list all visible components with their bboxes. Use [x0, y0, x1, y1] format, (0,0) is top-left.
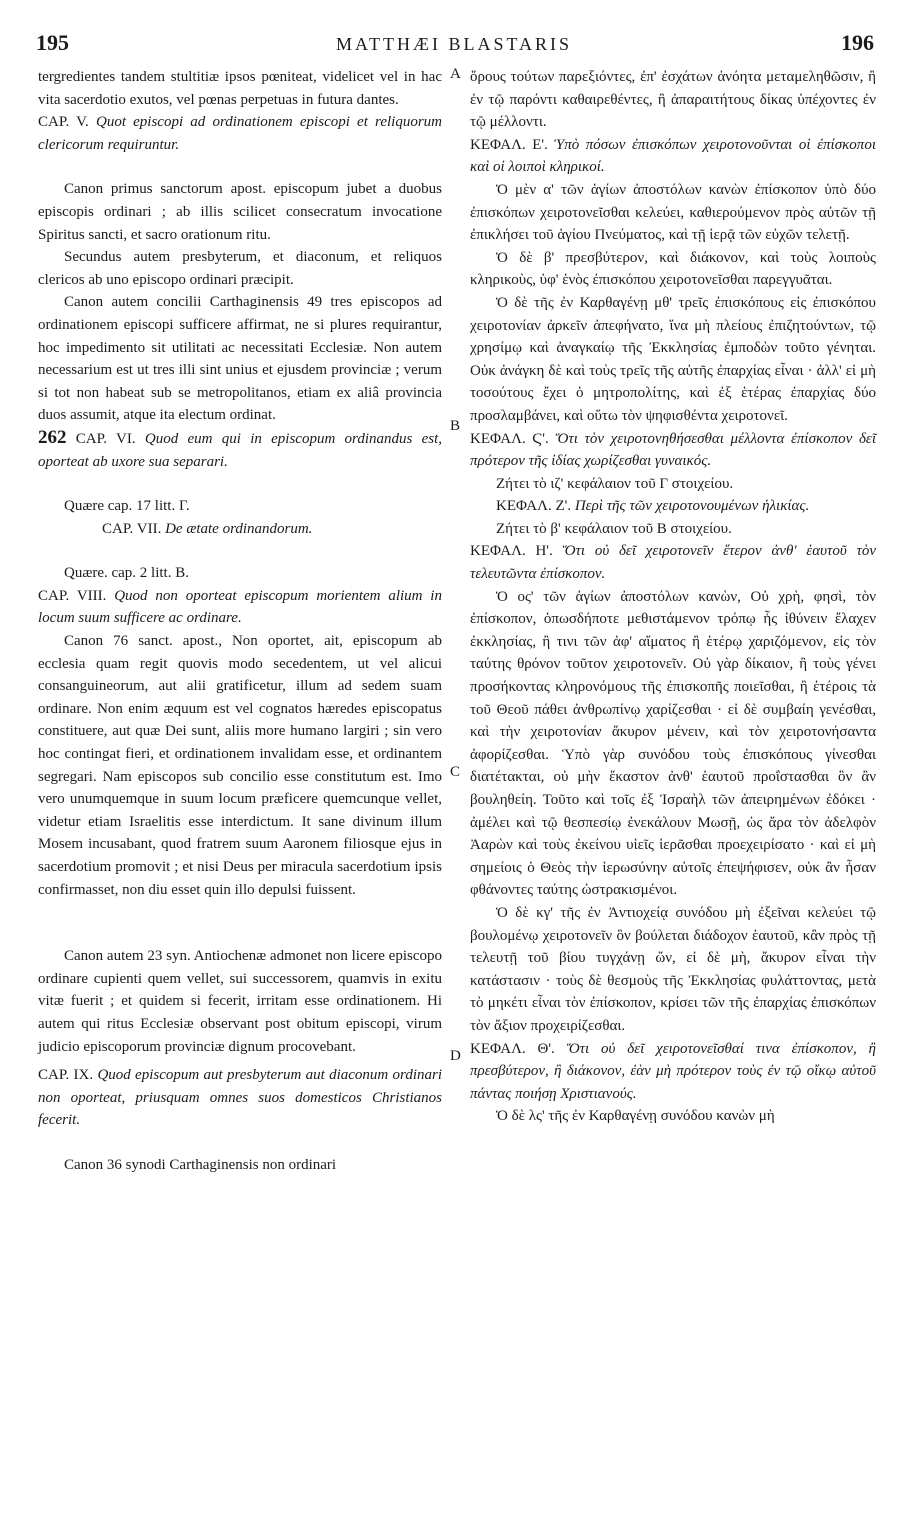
- chapter-title: Ὅτι τὸν χειροτονηθήσεσθαι μέλλοντα ἐπίσκοπον δεῖ πρότερον τῆς ἰδίας χωρίζεσθαι γυναικός.: [470, 430, 876, 470]
- greek-cap7-heading: [470, 495, 876, 518]
- running-title: MATTHÆI BLASTARIS: [335, 34, 573, 54]
- latin-cap9-heading: [38, 1064, 442, 1132]
- greek-cap8-p1: Ὁ ος' τῶν ἁγίων ἀποστόλων κανὼν, Οὐ χρὴ, φησὶ, τὸν ἐπίσκοπον, ὁπωσδήποτε μεθιστάμενον τρόπῳ ἧς ἰθύνειν ἔλαχεν ἐκκλησίας, ἢ τινι τῶν ἀφ' αἵματος ἢ ἑτέρῳ χαριζόμενον, εἰς τὸν ταύτης θρόνον τοῦτον χειροτονεῖν. Οὐ γὰρ δίκαιον, ἢ τοὺς γένει προσήκοντας κληρονόμους τῆς ἐπισκοπῆς ποιεῖσθαι, ἢ ἑτέροις τὰ τοῦ Θεοῦ πάθει ἀνθρωπίνῳ χαρίζεσθαι · εἰ δὲ συμβαίη γενέσθαι, καὶ τὴν χειροτονίαν ἄκυρον μένειν, καὶ τὸν χειροτονήσαντα ἀφορίζεσθαι. Ὑπὸ γὰρ συνόδου τοὺς ἐπισκόπους γίνεσθαι διατέτακται, οὐ μὴν ἕκαστον ἀνθ' ἑαυτοῦ προΐστασθαι ὃν ἂν βουληθείη. Τοῦτο καὶ τοῖς ἐξ Ἰσραὴλ τῶν ἀπειρημένων ἐδόκει · ἀμέλει καὶ τῷ θεσπεσίῳ ἐνεκάλουν Μωσῇ, ὡς ἄρα τὸν ἀδελφὸν Ἀαρὼν καὶ τοὺς ἐκείνου υἱεῖς ἱερᾶσθαι προεχειρίσατο · καὶ εἰ μὴ σημείοις ὁ Θεὸς τὴν ἱερωσύνην αὐτοῖς ἐπεψήφισεν, οὐκ ἂν ἦσαν φθάνοντες ταύτης ὠστρακισμένοι.: [470, 588, 876, 899]
- greek-cap6-ref: Ζήτει τὸ ιζ' κεφάλαιον τοῦ Γ στοιχείου.: [496, 475, 734, 492]
- latin-cap9-p1: Canon 36 synodi Carthaginensis non ordinari: [64, 1156, 337, 1173]
- running-header: [30, 30, 878, 60]
- chapter-title: Ὅτι οὐ δεῖ χειροτονεῖσθαί τινα ἐπίσκοπον, ἢ πρεσβύτερον, ἢ διάκονον, ἐὰν μὴ πρότερον τοὺς ἐν τῷ οἴκῳ αὐτοῦ πάντας ποιήσῃ Χριστιανούς.: [470, 1040, 876, 1102]
- latin-cap8-p2: Canon autem 23 syn. Antiochenæ admonet non licere episcopo ordinare cupienti quem vellet, sui successorem, quamvis in exitu vitæ fuerit ; et quidem si fecerit, irritam esse ordinationem. Hi autem qui ritus Ecclesiæ observant post obitum episcopi, virum judicio episcoporum provinciæ dignum procovebant.: [38, 948, 442, 1055]
- latin-cap5-p3: Canon autem concilii Carthaginensis 49 tres episcopos ad ordinationem episcopi sufficere affirmat, ne si plures requirantur, hoc impedimento sit utilitati ac necessitati Ecclesiæ. Non autem necessarium est ut tres illi sint unius et ejusdem provinciæ ; verum si tot non habeat sub se metropolitanos, etiam ex aliâ provincia duos assumit, atque ita electum ordinat.: [38, 294, 442, 424]
- greek-cap6-heading: [470, 428, 876, 473]
- chapter-label: ΚΕΦΑΛ. Η'.: [470, 543, 553, 560]
- chapter-title: De ætate ordinandorum.: [165, 520, 313, 537]
- latin-cap5-p1: Canon primus sanctorum apost. episcopum jubet a duobus episcopis ordinari ; ab illis scilicet consecratum invocatione Spiritus sancti, et sacro orationum ritu.: [38, 181, 442, 243]
- greek-cap8-p2: Ὁ δὲ κγ' τῆς ἐν Ἀντιοχείᾳ συνόδου μὴ ἐξεῖναι κελεύει τῷ βουλομένῳ χειροτονεῖν ὃν βούλεται διάδοχον ἑαυτοῦ, κἂν πρὸς τῇ τελευτῇ τοῦ βίου τυγχάνῃ ὤν, εἰ δὲ μὴ, ἄκυρον εἶναι τὴν κατάστασιν · τοὺς δὲ θεσμοὺς τῆς Ἐκκλησίας φυλάττοντας, μετὰ τὸ μηκέτι εἶναι τὸν ἐπίσκοπον, κρίσει τῶν τῆς ἐπαρχίας ἐπισκόπων τὸν ἄξιον προχειρίζεσθαι.: [470, 904, 876, 1034]
- chapter-label: ΚΕΦΑΛ. Ε'.: [470, 136, 548, 153]
- page-number-left: 195: [36, 30, 69, 55]
- greek-intro: ὅρους τούτων παρεξιόντες, ἐπ' ἐσχάτων ἀνόητα μεταμεληθῶσιν, ἢ ἐν τῷ παρόντι καθαιρεθέντες, ἢ ἀπαραιτήτους δίκας ὑπέχοντες ἐν τῷ μέλλοντι.: [470, 69, 876, 131]
- chapter-label: ΚΕΦΑΛ. Ϛ'.: [470, 430, 549, 447]
- greek-cap5-p2: Ὁ δὲ β' πρεσβύτερον, καὶ διάκονον, καὶ τοὺς λοιποὺς κληρικοὺς, ὑφ' ἑνὸς ἐπισκόπου χειροτονεῖσθαι παρεγγυᾶται.: [470, 249, 876, 289]
- greek-cap5-heading: [470, 134, 876, 179]
- chapter-label: ΚΕΦΑΛ. Ζ'.: [496, 498, 572, 515]
- greek-cap7-ref: Ζήτει τὸ β' κεφάλαιον τοῦ Β στοιχείου.: [496, 520, 732, 537]
- latin-cap8-p1: Canon 76 sanct. apost., Non oportet, ait, episcopum ab ecclesia quam regit quovis modo secedentem, ut vel alicui consanguineorum, aut alii gratificetur, illum ad sedem suam ordinare. Non enim æquum est vel cognatos hæredes episcopatus constituere, aut quæ Dei sunt, aliis more humano largiri ; sin vero hoc contingat fieri, et ordinationem invalidam esse, et ordinantem segregari. Nam episcopos sub concilio esse constitutum est. Imo vero unumquemque in suum locum præficere quemcunque vellet, videtur etiam Israelitis esse interdictum. It sane divinum illum Mosem incusabant, quod fratrem suum Aaronem filiosque ejus in sacerdotium promovit ; et nisi Deus per miracula sacerdotium ipsis confirmasset, non diu esset quin illo depulsi fuissent.: [38, 633, 442, 898]
- chapter-title: Quod eum qui in episcopum ordinandus est, oporteat ab uxore sua separari.: [38, 430, 443, 470]
- margin-letter-a: A: [450, 66, 461, 82]
- chapter-title: Ὑπὸ πόσων ἐπισκόπων χειροτονοῦνται οἱ ἐπίσκοποι καὶ οἱ λοιποὶ κληρικοί.: [470, 136, 876, 176]
- latin-cap6-ref: Quære cap. 17 litt. Γ.: [64, 498, 190, 515]
- chapter-title: Ὅτι οὐ δεῖ χειροτονεῖν ἕτερον ἀνθ' ἑαυτοῦ τὸν τελευτῶντα ἐπίσκοπον.: [470, 543, 876, 583]
- greek-column: [470, 66, 876, 1128]
- greek-cap5-p3: Ὁ δὲ τῆς ἐν Καρθαγένῃ μθ' τρεῖς ἐπισκόπους εἰς ἐπισκόπου χειροτονίαν ἀρκεῖν ἀπεφήνατο, ἵνα μὴ πλείους ἐπιζητούντων, τῷ χρησίμῳ καὶ ἀναγκαίῳ τῆς Ἐκκλησίας ἐμποδὼν τοῦτο γένηται. Οὐκ ἀνάγκη δὲ καὶ τοὺς τρεῖς τῆς αὐτῆς ἐπαρχίας εἶναι · ἀλλ' εἰ μὴ τοσούτους ἔχει ὁ μητροπολίτης, καὶ ἐξ ἑτέρας ἐπαρχίας δύο προσλαμβάνει, καὶ οὕτω τὸν ψηφισθέντα χειροτονεῖ.: [470, 294, 876, 424]
- chapter-title: Quod episcopum aut presbyterum aut diaconum ordinari non oporteat, priusquam omnes suos domesticos Christianos fecerit.: [38, 1067, 442, 1129]
- latin-cap7-ref: Quære. cap. 2 litt. B.: [64, 565, 189, 582]
- latin-cap7-heading: [38, 518, 442, 541]
- latin-cap5-heading: [38, 111, 442, 156]
- chapter-label: ΚΕΦΑΛ. Θ'.: [470, 1040, 555, 1057]
- greek-cap9-heading: [470, 1038, 876, 1106]
- greek-cap5-p1: Ὁ μὲν α' τῶν ἁγίων ἀποστόλων κανὼν ἐπίσκοπον ὑπὸ δύο ἐπισκόπων χειροτονεῖσθαι κελεύει, καθιερούμενον πρὸς αὐτῶν τῇ ἐπικλήσει τοῦ ἁγίου Πνεύματος, καὶ τῇ ἱερᾷ τῶν εὐχῶν τελετῇ.: [470, 181, 876, 244]
- latin-cap5-p2: Secundus autem presbyterum, et diaconum, et reliquos clericos ab uno episcopo ordinari præcipit.: [38, 249, 442, 288]
- latin-column: [38, 66, 442, 1177]
- chapter-title: Quod non oporteat episcopum morientem alium in locum suum sufficere ac ordinare.: [38, 587, 442, 627]
- page-number-right: 196: [841, 30, 874, 55]
- chapter-label: CAP. V.: [38, 114, 89, 131]
- margin-letter-d: D: [450, 1048, 461, 1064]
- greek-cap8-heading: [470, 540, 876, 585]
- chapter-label: CAP. IX.: [38, 1067, 94, 1084]
- margin-letter-b: B: [450, 418, 461, 434]
- chapter-label: CAP. VI.: [75, 430, 136, 447]
- latin-cap8-heading: [38, 585, 442, 630]
- chapter-label: CAP. VIII.: [38, 587, 107, 604]
- chapter-label: CAP. VII.: [102, 520, 162, 537]
- margin-letter-c: C: [450, 764, 461, 780]
- chapter-title: Quot episcopi ad ordinationem episcopi et reliquorum clericorum requiruntur.: [38, 114, 442, 153]
- column-number: 262: [38, 426, 67, 448]
- chapter-title: Περὶ τῆς τῶν χειροτονουμένων ἡλικίας.: [574, 498, 810, 515]
- greek-cap9-p1: Ὁ δὲ λς' τῆς ἐν Καρθαγένῃ συνόδου κανὼν μὴ: [496, 1108, 775, 1125]
- latin-intro: tergredientes tandem stultitiæ ipsos pœniteat, videlicet vel in hac vita sacerdotio exutos, vel pœnas perpetuas in futura dantes.: [38, 69, 442, 108]
- latin-cap6-heading: [38, 427, 442, 473]
